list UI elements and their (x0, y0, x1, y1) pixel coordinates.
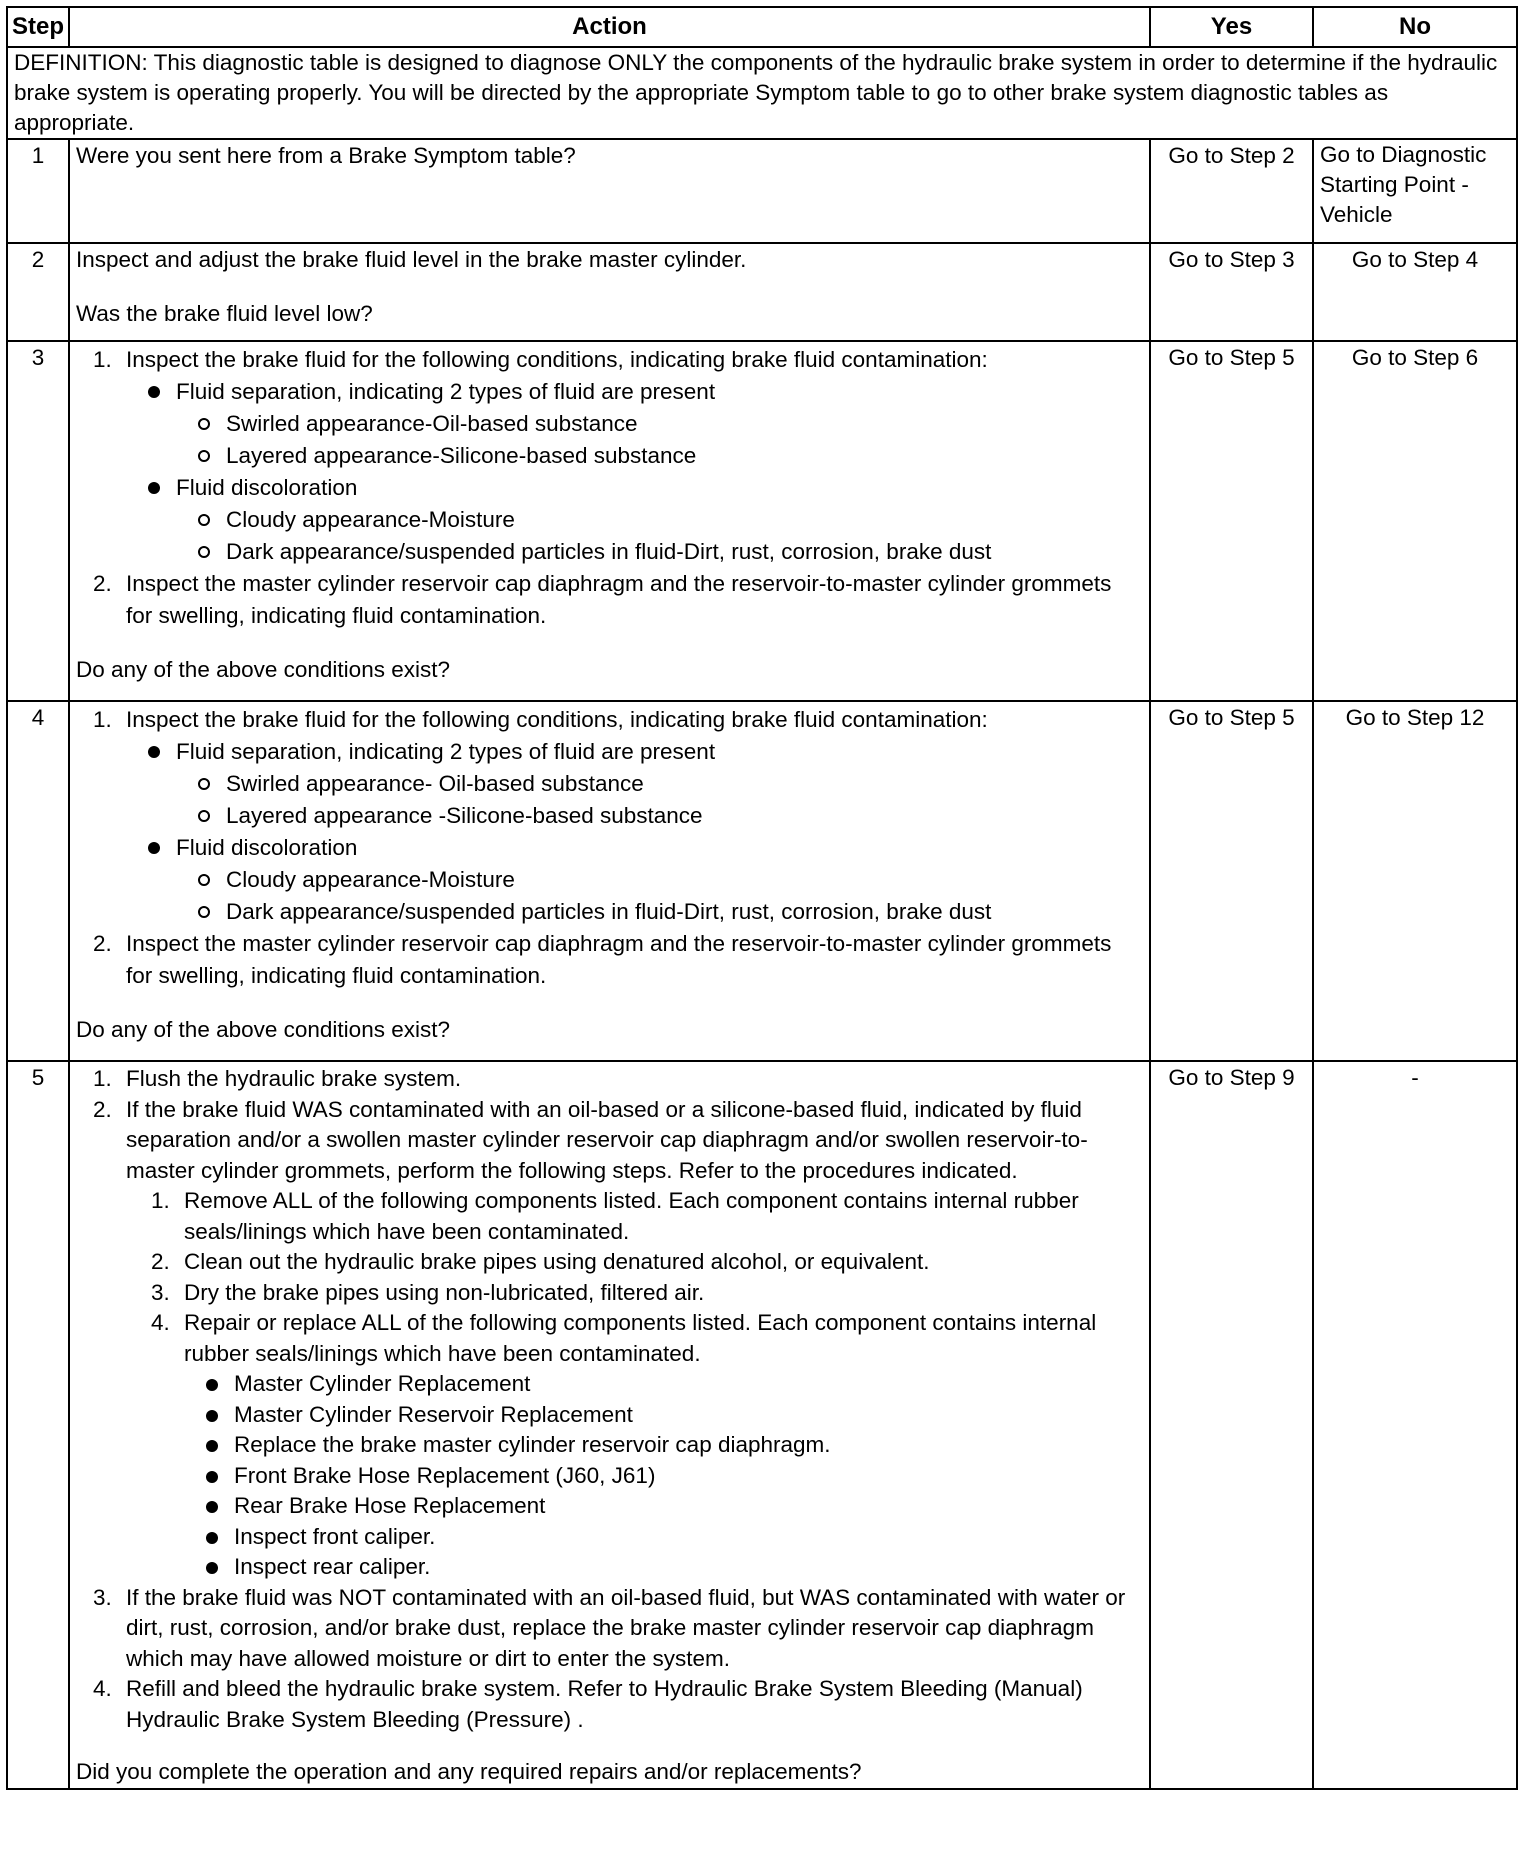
action-text: Inspect and adjust the brake fluid level in the brake master cylinder. (76, 247, 747, 272)
list-item: Dark appearance/suspended particles in fluid-Dirt, rust, corrosion, brake dust (220, 896, 1143, 928)
header-action: Action (69, 7, 1150, 47)
list-item: Swirled appearance- Oil-based substance (220, 768, 1143, 800)
yes-link[interactable]: Go to Step 5 (1150, 701, 1313, 1061)
part-link[interactable]: Master Cylinder Replacement (228, 1369, 1143, 1400)
step-action (69, 1061, 1150, 1789)
part-link[interactable]: Front Brake Hose Replacement (J60, J61) (228, 1461, 1143, 1492)
part-link[interactable]: Master Cylinder Reservoir Replacement (228, 1400, 1143, 1431)
header-yes: Yes (1150, 7, 1313, 47)
list-item: 2. Inspect the master cylinder reservoir cap diaphragm and the reservoir-to-master cylinder grommets for swelling, indicating fluid contamination. (118, 928, 1143, 992)
part-link[interactable]: Inspect front caliper. (228, 1522, 1143, 1553)
step-question: Did you complete the operation and any required repairs and/or replacements? (76, 1759, 862, 1784)
list-item: Fluid discoloration Cloudy appearance-Moisture Dark appearance/suspended particles in fluid-Dirt, rust, corrosion, brake dust (170, 472, 1143, 568)
list-item: 4. Repair or replace ALL of the following components listed. Each component contains internal rubber seals/linings which have been contaminated. Master Cylinder Replacement Master Cylinder Reservoir Replacement Replace the brake master cylinder reservoir cap diaphragm. Front Brake Hose Replacement (J60, J61) Rear Brake Hose Replacement Inspect front caliper. Inspect rear caliper. (176, 1308, 1143, 1583)
yes-link[interactable]: Go to Step 2 (1150, 139, 1313, 243)
yes-link[interactable]: Go to Step 5 (1150, 341, 1313, 701)
list-item: 2. Clean out the hydraulic brake pipes using denatured alcohol, or equivalent. (176, 1247, 1143, 1278)
step-action (69, 243, 1150, 341)
step-question: Do any of the above conditions exist? (76, 1017, 450, 1042)
list-item: Fluid separation, indicating 2 types of fluid are present Swirled appearance- Oil-based substance Layered appearance -Silicone-based substance (170, 736, 1143, 832)
list-item: 1. Remove ALL of the following components listed. Each component contains internal rubber seals/linings which have been contaminated. (176, 1186, 1143, 1247)
no-value: - (1313, 1061, 1517, 1789)
part-link[interactable]: Rear Brake Hose Replacement (228, 1491, 1143, 1522)
diagnostic-table (6, 6, 1518, 1790)
definition-text: DEFINITION: This diagnostic table is designed to diagnose ONLY the components of the hydraulic brake system in order to determine if the hydraulic brake system is operating properly. You will be directed by the appropriate Symptom table to go to other brake system diagnostic tables as appropriate. (7, 47, 1517, 139)
list-item: 1. Inspect the brake fluid for the following conditions, indicating brake fluid contamination: Fluid separation, indicating 2 types of fluid are present Swirled appearance-Oil-based substance Layered appearance-Silicone-based substance Fluid discoloration Cloudy appearance-Moisture Dark appearance/suspended particles in fluid-Dirt, rust, corrosion, brake dust (118, 344, 1143, 568)
step-number: 4 (7, 701, 69, 1061)
step-question: Was the brake fluid level low? (76, 301, 373, 326)
list-item: 2. If the brake fluid WAS contaminated with an oil-based or a silicone-based fluid, indicated by fluid separation and/or a swollen master cylinder reservoir cap diaphragm and/or swollen reservoir-to-master cylinder grommets, perform the following steps. Refer to the procedures indicated. 1. Remove ALL of the following components listed. Each component contains internal rubber seals/linings which have been contaminated. 2. Clean out the hydraulic brake pipes using denatured alcohol, or equivalent. 3. Dry the brake pipes using non-lubricated, filtered air. 4. Repair or replace ALL of the following components listed. Each component contains internal rubber seals/linings which have been contaminated. Master Cylinder Replacement Master Cylinder Reservoir Replacement Replace the brake master cylinder reservoir cap diaphragm. Front Brake Hose Replacement (J60, J61) Rear Brake Hose Replacement Inspect front caliper. Inspect rear caliper. (118, 1095, 1143, 1583)
step-number: 2 (7, 243, 69, 341)
list-item: 4. Refill and bleed the hydraulic brake system. Refer to Hydraulic Brake System Bleeding (Manual) Hydraulic Brake System Bleeding (Pressure) . (118, 1674, 1143, 1735)
action-list (76, 1064, 1143, 1735)
sub-list (126, 1186, 1143, 1583)
step-question: Do any of the above conditions exist? (76, 657, 450, 682)
yes-link[interactable]: Go to Step 9 (1150, 1061, 1313, 1789)
list-item: 3. If the brake fluid was NOT contaminated with an oil-based fluid, but WAS contaminated with water or dirt, rust, corrosion, and/or brake dust, replace the brake master cylinder reservoir cap diaphragm which may have allowed moisture or dirt to enter the system. (118, 1583, 1143, 1675)
list-item: Fluid separation, indicating 2 types of fluid are present Swirled appearance-Oil-based substance Layered appearance-Silicone-based substance (170, 376, 1143, 472)
part-link: Replace the brake master cylinder reservoir cap diaphragm. (228, 1430, 1143, 1461)
list-item: 1. Inspect the brake fluid for the following conditions, indicating brake fluid contamination: Fluid separation, indicating 2 types of fluid are present Swirled appearance- Oil-based substance Layered appearance -Silicone-based substance Fluid discoloration Cloudy appearance-Moisture Dark appearance/suspended particles in fluid-Dirt, rust, corrosion, brake dust (118, 704, 1143, 928)
step-row-4 (7, 701, 1517, 1061)
no-link[interactable]: Go to Diagnostic Starting Point - Vehicle (1313, 139, 1517, 243)
list-item: Swirled appearance-Oil-based substance (220, 408, 1143, 440)
step-number: 5 (7, 1061, 69, 1789)
no-link[interactable]: Go to Step 12 (1313, 701, 1517, 1061)
header-no: No (1313, 7, 1517, 47)
part-link[interactable]: Inspect rear caliper. (228, 1552, 1143, 1583)
list-item: 1. Flush the hydraulic brake system. (118, 1064, 1143, 1095)
step-row-3 (7, 341, 1517, 701)
step-action (69, 701, 1150, 1061)
step-row-5 (7, 1061, 1517, 1789)
step-number: 3 (7, 341, 69, 701)
list-item: Layered appearance-Silicone-based substance (220, 440, 1143, 472)
step-row-1 (7, 139, 1517, 243)
definition-row (7, 47, 1517, 139)
no-link[interactable]: Go to Step 4 (1313, 243, 1517, 341)
step-number: 1 (7, 139, 69, 243)
yes-link[interactable]: Go to Step 3 (1150, 243, 1313, 341)
list-item: Dark appearance/suspended particles in fluid-Dirt, rust, corrosion, brake dust (220, 536, 1143, 568)
list-item: Cloudy appearance-Moisture (220, 504, 1143, 536)
list-item: 3. Dry the brake pipes using non-lubricated, filtered air. (176, 1278, 1143, 1309)
header-row (7, 7, 1517, 47)
step-action (69, 341, 1150, 701)
list-item: Fluid discoloration Cloudy appearance-Moisture Dark appearance/suspended particles in fluid-Dirt, rust, corrosion, brake dust (170, 832, 1143, 928)
step-question: Were you sent here from a Brake Symptom table? (69, 139, 1150, 243)
list-item: Layered appearance -Silicone-based substance (220, 800, 1143, 832)
list-item: 2. Inspect the master cylinder reservoir cap diaphragm and the reservoir-to-master cylinder grommets for swelling, indicating fluid contamination. (118, 568, 1143, 632)
list-item: Cloudy appearance-Moisture (220, 864, 1143, 896)
parts-list (184, 1369, 1143, 1583)
action-list (76, 344, 1143, 632)
header-step: Step (7, 7, 69, 47)
step-row-2 (7, 243, 1517, 341)
action-list (76, 704, 1143, 992)
no-link[interactable]: Go to Step 6 (1313, 341, 1517, 701)
